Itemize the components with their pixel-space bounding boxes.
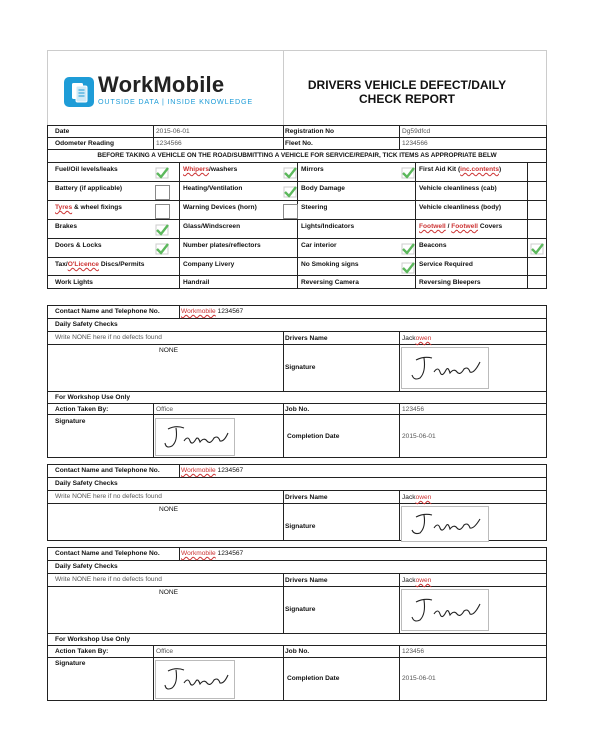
check-mark-icon[interactable] — [530, 243, 544, 255]
grid-line — [47, 503, 283, 504]
check-mark-icon[interactable] — [283, 167, 297, 179]
contact-label: Contact Name and Telephone No. — [55, 308, 160, 315]
check-label-heating: Heating/Ventilation — [183, 185, 243, 192]
grid-line — [47, 344, 283, 345]
logo-tagline: OUTSIDE DATA | INSIDE KNOWLEDGE — [98, 97, 253, 106]
grid-line — [283, 503, 547, 504]
grid-line — [47, 181, 547, 182]
job-no-label: Job No. — [285, 648, 310, 655]
header-top-border — [47, 50, 547, 51]
fleet-label: Fleet No. — [285, 140, 313, 147]
grid-line — [47, 305, 547, 306]
grid-line — [47, 318, 547, 319]
instruction-text: BEFORE TAKING A VEHICLE ON THE ROAD/SUBMITTING A VEHICLE FOR SERVICE/REPAIR, TICK ITEMS AS APPROPRIATE BELW — [97, 152, 497, 159]
report-form — [47, 50, 547, 730]
defects-value[interactable]: NONE — [159, 589, 179, 596]
grid-line — [153, 645, 154, 700]
check-label-car-interior: Car interior — [301, 242, 337, 249]
check-label-wipers: Whipers/washers — [183, 166, 238, 173]
grid-line — [399, 573, 400, 633]
grid-line — [283, 344, 547, 345]
grid-line — [399, 490, 400, 540]
grid-line — [47, 125, 48, 149]
grid-line — [47, 219, 547, 220]
contact-value[interactable]: Workmobile 1234567 — [181, 308, 244, 315]
page-title-line1: DRIVERS VEHICLE DEFECT/DAILY — [307, 78, 507, 92]
date-label: Date — [55, 128, 70, 135]
action-taken-label: Action Taken By: — [55, 648, 109, 655]
grid-line — [47, 464, 547, 465]
driver-signature[interactable] — [401, 347, 489, 389]
grid-line — [47, 560, 547, 561]
signature-icon — [402, 590, 488, 630]
drivers-name-value[interactable]: Jackowen — [402, 335, 432, 342]
write-none-hint: Write NONE here if no defects found — [55, 493, 162, 500]
logo-brand-a: Work — [98, 72, 154, 97]
workshop-signature[interactable] — [155, 418, 235, 456]
check-label-first-aid: First Aid Kit (inc.contents) — [419, 166, 502, 173]
check-label-steering: Steering — [301, 204, 328, 211]
check-label-company-livery: Company Livery — [183, 261, 235, 268]
grid-line — [546, 305, 547, 457]
date-value[interactable]: 2015-06-01 — [156, 128, 190, 135]
grid-line — [47, 586, 283, 587]
contact-label: Contact Name and Telephone No. — [55, 550, 160, 557]
grid-line — [47, 457, 547, 458]
check-label-cleanliness-body: Vehicle cleanliness (body) — [419, 204, 502, 211]
grid-line — [283, 403, 284, 457]
contact-value[interactable]: Workmobile 1234567 — [181, 467, 244, 474]
check-label-cleanliness-cab: Vehicle cleanliness (cab) — [419, 185, 497, 192]
grid-line — [47, 645, 547, 646]
workshop-signature-label: Signature — [55, 660, 86, 667]
check-mark-icon[interactable] — [401, 167, 415, 179]
daily-checks-label: Daily Safety Checks — [55, 321, 118, 328]
grid-line — [283, 331, 284, 391]
check-label-fuel-oil: Fuel/Oil levels/leaks — [55, 166, 118, 173]
check-mark-icon[interactable] — [283, 186, 297, 198]
daily-checks-label: Daily Safety Checks — [55, 480, 118, 487]
workshop-signature-label: Signature — [55, 418, 86, 425]
grid-line — [283, 573, 284, 633]
completion-date-label: Completion Date — [287, 675, 340, 682]
checkbox-battery[interactable] — [155, 185, 170, 200]
drivers-name-value[interactable]: Jackowen — [402, 494, 432, 501]
grid-line — [47, 275, 547, 276]
check-label-lights: Lights/Indicators — [301, 223, 355, 230]
odometer-value[interactable]: 1234566 — [156, 140, 182, 147]
grid-line — [47, 125, 547, 126]
registration-label: Registration No — [285, 128, 335, 135]
drivers-name-value[interactable]: Jackowen — [402, 577, 432, 584]
check-label-doors-locks: Doors & Locks — [55, 242, 102, 249]
grid-line — [47, 149, 547, 150]
grid-line — [283, 490, 284, 540]
signature-icon — [156, 661, 234, 698]
check-label-reversing-bleepers: Reversing Bleepers — [419, 279, 481, 286]
check-label-number-plates: Number plates/reflectors — [183, 242, 261, 249]
grid-line — [399, 403, 400, 457]
grid-line — [153, 125, 154, 149]
signature-label: Signature — [285, 523, 316, 530]
grid-line — [153, 403, 154, 457]
drivers-name-label: Drivers Name — [285, 577, 328, 584]
check-label-tyres: Tyres & wheel fixings — [55, 204, 122, 211]
grid-line — [399, 331, 400, 391]
grid-line — [47, 305, 48, 457]
header-divider — [283, 50, 284, 125]
signature-icon — [156, 419, 234, 455]
workmobile-logo-icon — [64, 77, 94, 107]
grid-line — [546, 125, 547, 149]
grid-line — [179, 305, 180, 318]
check-label-brakes: Brakes — [55, 223, 77, 230]
check-label-glass: Glass/Windscreen — [183, 223, 241, 230]
check-mark-icon[interactable] — [155, 224, 169, 236]
signature-icon — [402, 348, 488, 388]
drivers-name-label: Drivers Name — [285, 494, 328, 501]
fleet-value[interactable]: 1234566 — [402, 140, 428, 147]
completion-date-label: Completion Date — [287, 433, 340, 440]
grid-line — [47, 331, 547, 332]
job-no-value[interactable]: 123456 — [402, 648, 425, 655]
grid-line — [179, 464, 180, 477]
grid-line — [47, 403, 547, 404]
workshop-signature[interactable] — [155, 660, 235, 699]
grid-line — [47, 477, 547, 478]
logo-brand-b: Mobile — [153, 72, 225, 97]
grid-line — [47, 200, 547, 201]
grid-line — [47, 547, 547, 548]
check-mark-icon[interactable] — [401, 262, 415, 274]
check-mark-icon[interactable] — [401, 243, 415, 255]
check-label-battery: Battery (if applicable) — [55, 185, 123, 192]
grid-line — [47, 391, 547, 392]
grid-line — [47, 700, 547, 701]
checkbox-tyres[interactable] — [155, 204, 170, 219]
check-label-reversing-camera: Reversing Camera — [301, 279, 359, 286]
driver-signature[interactable] — [401, 506, 489, 542]
completion-date-value[interactable]: 2015-06-01 — [402, 675, 436, 682]
action-taken-label: Action Taken By: — [55, 406, 109, 413]
action-taken-value[interactable]: Office — [156, 648, 174, 655]
signature-icon — [402, 507, 488, 541]
check-label-tax-licence: Tax/O'Licence Discs/Permits — [55, 261, 145, 268]
check-label-mirrors: Mirrors — [301, 166, 324, 173]
grid-line — [47, 238, 547, 239]
completion-date-value[interactable]: 2015-06-01 — [402, 433, 436, 440]
grid-line — [47, 137, 547, 138]
odometer-label: Odometer Reading — [55, 140, 114, 147]
grid-line — [47, 288, 547, 289]
page-title-line2: CHECK REPORT — [358, 92, 455, 106]
grid-line — [283, 125, 284, 149]
grid-line — [283, 645, 284, 700]
job-no-value[interactable]: 123456 — [402, 406, 425, 413]
grid-line — [47, 490, 547, 491]
check-label-work-lights: Work Lights — [55, 279, 93, 286]
check-label-footwell: Footwell / Footwell Covers — [419, 223, 503, 230]
grid-line — [546, 547, 547, 700]
check-mark-icon[interactable] — [155, 243, 169, 255]
grid-line — [47, 464, 48, 540]
contact-label: Contact Name and Telephone No. — [55, 467, 160, 474]
grid-line — [47, 657, 547, 658]
driver-signature[interactable] — [401, 589, 489, 631]
grid-line — [179, 547, 180, 560]
check-label-beacons: Beacons — [419, 242, 447, 249]
page-title — [297, 78, 517, 106]
check-label-service-required: Service Required — [419, 261, 473, 268]
check-label-warning-devices: Warning Devices (horn) — [183, 204, 257, 211]
workshop-label: For Workshop Use Only — [55, 394, 130, 401]
job-no-label: Job No. — [285, 406, 310, 413]
grid-line — [47, 633, 547, 634]
signature-label: Signature — [285, 364, 316, 371]
check-label-handrail: Handrail — [183, 279, 210, 286]
grid-line — [47, 547, 48, 700]
grid-line — [283, 586, 547, 587]
contact-value[interactable]: Workmobile 1234567 — [181, 550, 244, 557]
signature-label: Signature — [285, 606, 316, 613]
grid-line — [399, 645, 400, 700]
grid-line — [47, 573, 547, 574]
check-mark-icon[interactable] — [155, 167, 169, 179]
checkbox-warning-devices[interactable] — [283, 204, 298, 219]
daily-checks-label: Daily Safety Checks — [55, 563, 118, 570]
logo-wordmark — [98, 72, 224, 98]
header-right-border — [546, 50, 547, 125]
drivers-name-label: Drivers Name — [285, 335, 328, 342]
check-label-no-smoking: No Smoking signs — [301, 261, 359, 268]
grid-line — [47, 414, 547, 415]
write-none-hint: Write NONE here if no defects found — [55, 576, 162, 583]
defects-value[interactable]: NONE — [159, 506, 179, 513]
workshop-label: For Workshop Use Only — [55, 636, 130, 643]
header-left-border — [47, 50, 48, 125]
write-none-hint: Write NONE here if no defects found — [55, 334, 162, 341]
grid-line — [399, 125, 400, 149]
defects-value[interactable]: NONE — [159, 347, 179, 354]
check-label-body-damage: Body Damage — [301, 185, 345, 192]
grid-line — [546, 464, 547, 540]
grid-line — [47, 257, 547, 258]
registration-value[interactable]: Dg59dfcd — [402, 128, 431, 135]
action-taken-value[interactable]: Office — [156, 406, 174, 413]
